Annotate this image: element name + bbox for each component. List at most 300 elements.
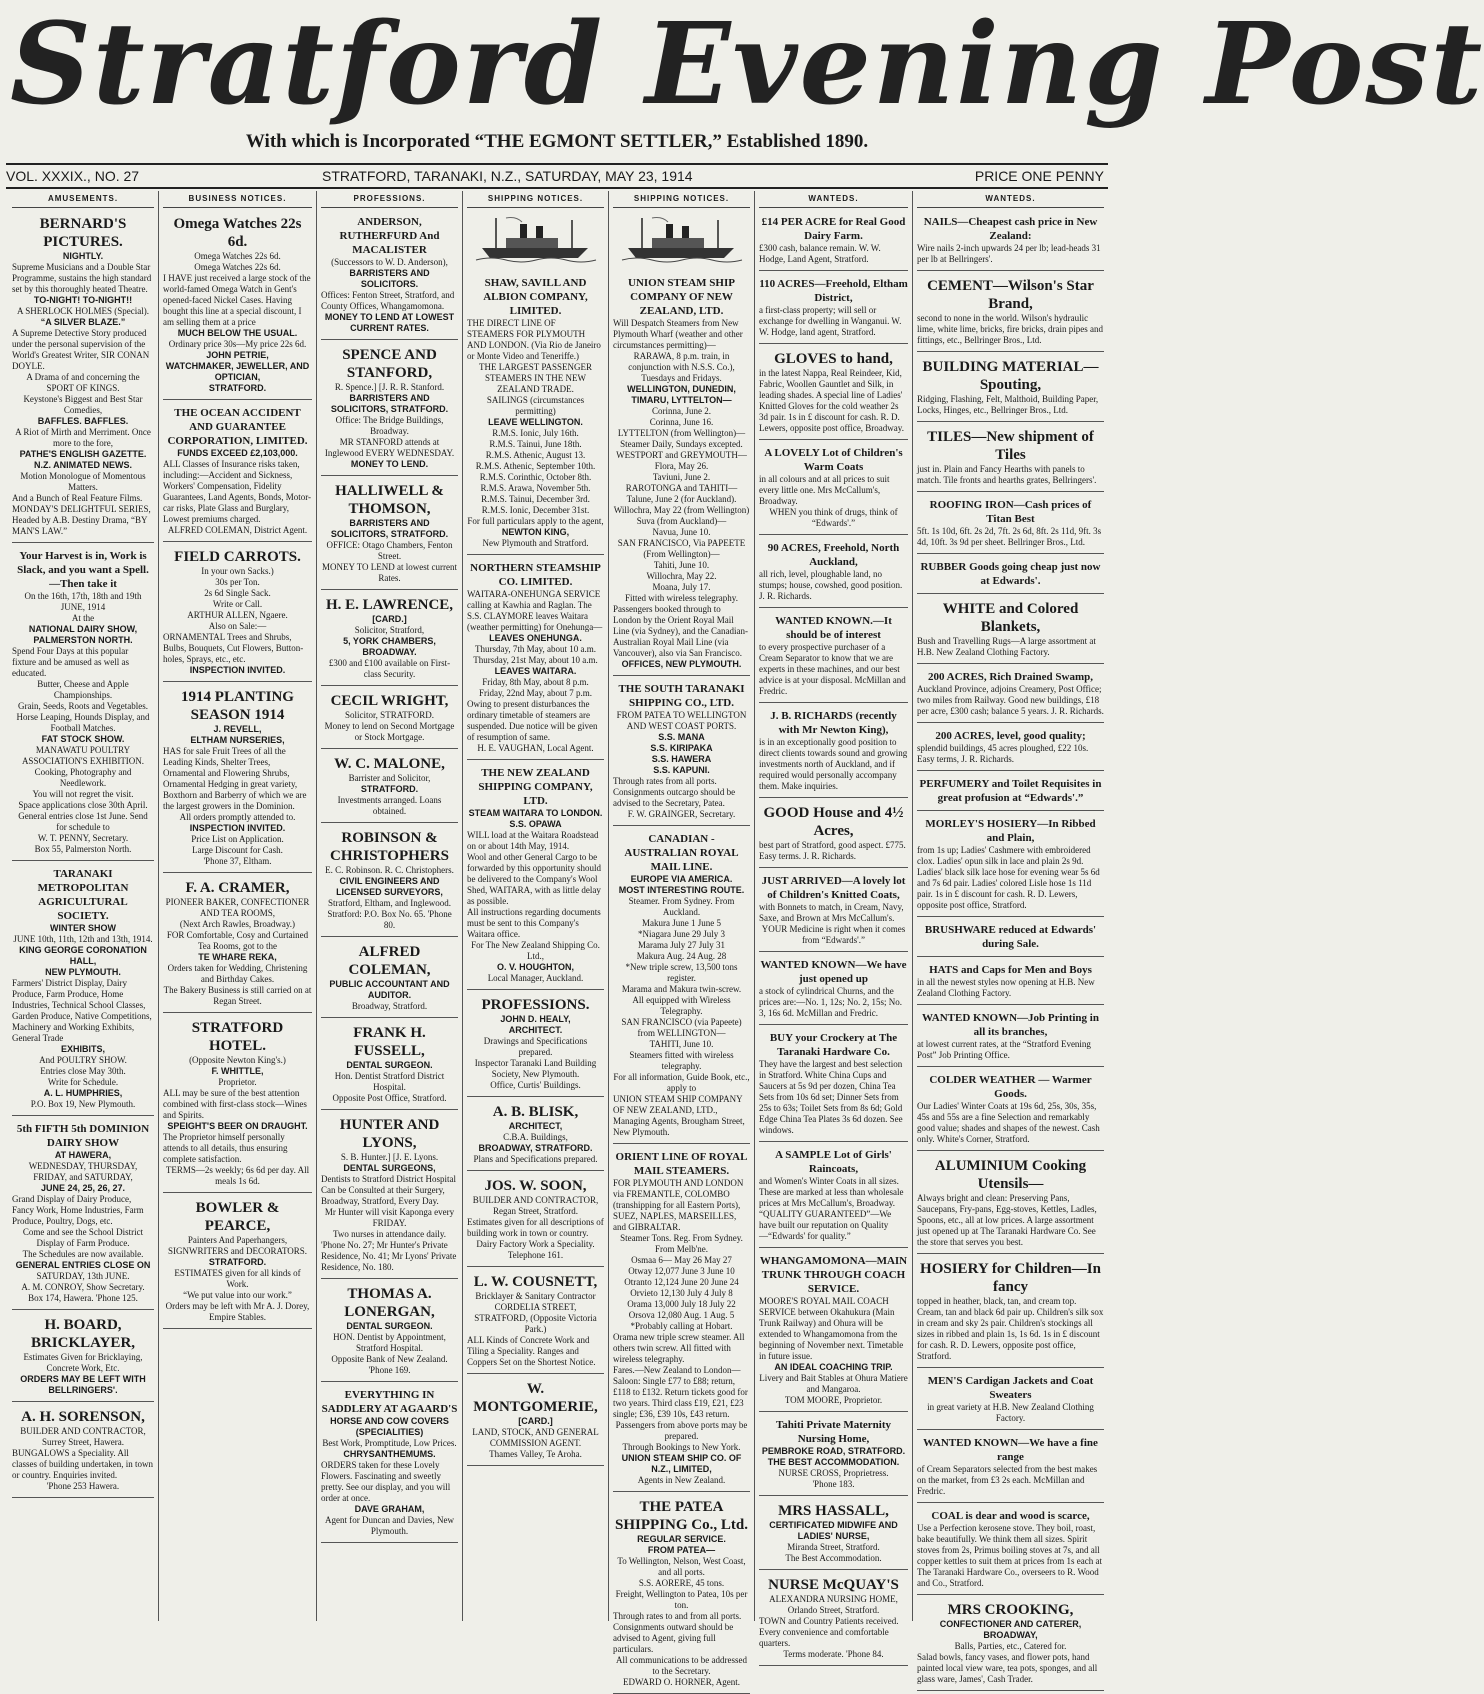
ad-title: CEMENT—Wilson's Star Brand, — [927, 278, 1094, 312]
ad-text-line: CHRYSANTHEMUMS. — [343, 1449, 436, 1459]
advertisement — [917, 667, 1104, 723]
column-6 — [754, 191, 912, 1659]
ad-title: L. W. COUSNETT, — [473, 1274, 598, 1290]
ad-title: BRUSHWARE reduced at Edwards' during Sale. — [924, 924, 1097, 950]
ad-text-line: The Proprietor himself personally attends to all details, thus ensuring complete satisfaction. — [163, 1132, 288, 1164]
ad-text-line: Balls, Parties, etc., Catered for. — [954, 1641, 1067, 1651]
ad-title: WANTED KNOWN—We have just opened up — [760, 959, 907, 985]
ad-text-line: in the latest Nappa, Real Reindeer, Kid, Fabric, Woollen Gauntlet and Silk, in leading shades. A special line of Ladies' Knitted Gloves for the cold weather 2s 3d pair. 1s in £ discount for cash. R. D. Lewers, opposite post office, Broadway. — [759, 368, 904, 433]
ad-text-line: All orders promptly attended to. — [179, 812, 296, 822]
ad-text-line: JUNE 24, 25, 26, 27. — [40, 1183, 126, 1193]
ad-title: 1914 PLANTING SEASON 1914 — [181, 689, 294, 723]
ad-text-line: R.M.S. Ionic, December 31st. — [481, 505, 590, 515]
ad-text-line: Salad bowls, fancy vases, and flower pots, hand painted local view ware, tea pots, sponges, and all glass ware, James', Cash Trader. — [917, 1652, 1098, 1684]
ad-text-line: ESTIMATES given for all kinds of Work. — [174, 1268, 301, 1289]
ad-text-line: MR STANFORD attends at Inglewood EVERY WEDNESDAY. — [324, 437, 455, 458]
ad-text-line: Corinna, June 2. — [652, 406, 711, 416]
ad-text-line: RARAWA, 8 p.m. train, in conjunction with N.S.S. Co.), — [628, 351, 735, 372]
advertisement — [917, 1154, 1104, 1254]
ad-text-line: Orders taken for Wedding, Christening and Birthday Cakes. — [167, 963, 308, 984]
ad-text-line: in great variety at H.B. New Zealand Clothing Factory. — [927, 1402, 1094, 1423]
ad-text-line: Broadway, Stratford. — [351, 1001, 428, 1011]
ad-text-line: On the 16th, 17th, 18th and 19th JUNE, 1914 — [24, 591, 142, 612]
ad-title: CECIL WRIGHT, — [330, 693, 449, 709]
ad-text-line: Always bright and clean: Preserving Pans, Saucepans, Fry-pans, Egg-stoves, Kettles, Ladles, Spoons, etc., all at low prices. A large assortment just opened up at The Taranaki Hardware Co. See the store that serves you best. — [917, 1193, 1097, 1247]
ad-title: THE SOUTH TARANAKI SHIPPING CO., LTD. — [618, 683, 745, 709]
ad-text-line: from 1s up; Ladies' Cashmere with embroidered clox. Ladies' opun silk in lace and plain 2s 9d. Ladies' black silk lace hose for evening wear 5s 6d and 7s 6d pair. Ladies' colored Lisle hose 1s 11d pair. 1s in £ discount for cash. R. D. Lewers, opposite post office, Stratford. — [917, 845, 1100, 910]
ad-text-line: NATIONAL DAIRY SHOW, — [28, 624, 138, 634]
ad-title: THE PATEA SHIPPING Co., Ltd. — [615, 1499, 748, 1533]
ad-text-line: Opposite Post Office, Stratford. — [332, 1093, 447, 1103]
ad-text-line: EUROPE VIA AMERICA. — [630, 874, 733, 884]
ad-text-line: ARTHUR ALLEN, Ngaere. — [187, 610, 288, 620]
ad-text-line: BARRISTERS AND SOLICITORS. — [349, 268, 430, 289]
ad-text-line: Owing to present disturbances the ordinary timetable of steamers are suspended. Due notice will be given of resumption of same. — [467, 699, 598, 742]
ad-text-line: Steamer Daily, Sundays excepted. — [620, 439, 743, 449]
advertisement — [917, 557, 1104, 594]
ad-title: JOS. W. SOON, — [484, 1178, 587, 1194]
ad-text-line: To Wellington, Nelson, West Coast, and all ports. — [617, 1556, 746, 1577]
ad-text-line: Wool and other General Cargo to be forwarded by this opportunity should be delivered to the Company's Wool Shed, WAITARA, with as little delay as possible. — [467, 852, 601, 906]
ad-text-line: ORDERS taken for these Lovely Flowers. Fascinating and sweetly pretty. See our display, and you will order at once. — [321, 1460, 451, 1503]
ad-title: MORLEY'S HOSIERY—In Ribbed and Plain, — [925, 818, 1096, 844]
ad-text-line: UNION STEAM SHIP CO. OF N.Z., LIMITED, — [621, 1453, 742, 1474]
ad-title: RUBBER Goods going cheap just now at Edwards'. — [920, 561, 1101, 587]
advertisement — [12, 864, 154, 1116]
advertisement — [759, 706, 908, 798]
ad-text-line: Also on Sale:— — [208, 621, 267, 631]
advertisement — [759, 1499, 908, 1570]
ad-title: 90 ACRES, Freehold, North Auckland, — [767, 542, 900, 568]
ad-text-line: THE LARGEST PASSENGER STEAMERS IN THE NEW ZEALAND TRADE. — [478, 362, 593, 394]
ad-text-line: REGULAR SERVICE. — [637, 1534, 726, 1544]
ad-text-line: Steamers fitted with wireless telegraphy. — [629, 1050, 734, 1071]
ad-title: BUILDING MATERIAL—Spouting, — [922, 359, 1099, 393]
ad-text-line: STEAM WAITARA TO LONDON. — [468, 808, 603, 818]
ad-text-line: WELLINGTON, DUNEDIN, TIMARU, LYTTELTON— — [627, 384, 736, 405]
ad-text-line: For full particulars apply to the agent, — [467, 516, 604, 526]
advertisement — [12, 1405, 154, 1498]
ad-text-line: S.S. OPAWA — [509, 819, 562, 829]
ad-text-line: Flora, May 26. — [654, 461, 709, 471]
ad-text-line: Will Despatch Steamers from New Plymouth Wharf (weather and other circumstances permitting)— — [613, 318, 743, 350]
ad-text-line: £300 cash, balance remain. W. W. Hodge, Land Agent, Stratford. — [759, 243, 881, 264]
advertisement — [467, 1377, 604, 1466]
ad-title: CANADIAN - AUSTRALIAN ROYAL MAIL LINE. — [624, 833, 739, 873]
ad-title: MEN'S Cardigan Jackets and Coat Sweaters — [927, 1375, 1094, 1401]
ad-text-line: and Women's Winter Coats in all sizes. These are marked at less than wholesale prices at Mrs McCallum's, Broadway. — [759, 1176, 904, 1208]
advertisement — [467, 273, 604, 555]
ad-text-line: Thursday, 7th May, about 10 a.m. — [474, 644, 597, 654]
advertisement — [321, 752, 458, 823]
ad-text-line: Friday, 22nd May, about 7 p.m. — [478, 688, 593, 698]
advertisement — [917, 814, 1104, 917]
ad-text-line: EXHIBITS, — [60, 1044, 105, 1054]
ad-text-line: CIVIL ENGINEERS AND LICENSED SURVEYORS, — [336, 876, 443, 897]
ad-title: WHITE and Colored Blankets, — [942, 601, 1079, 635]
advertisement — [759, 1145, 908, 1248]
ad-text-line: A Supreme Detective Story produced under the personal supervision of the World's Greatest Writer, SIR CONAN DOYLE. — [12, 328, 150, 371]
column-3 — [316, 191, 462, 1621]
ad-text-line: NURSE CROSS, Proprietress. — [778, 1468, 889, 1478]
advertisement — [759, 801, 908, 868]
ad-text-line: R.M.S. Tainui, June 18th. — [489, 439, 582, 449]
ad-text-line: WEDNESDAY, THURSDAY, FRIDAY, and SATURDAY, — [28, 1161, 138, 1182]
ad-text-line: In your own Sacks.) — [201, 566, 274, 576]
ad-text-line: Through Bookings to New York. — [622, 1442, 741, 1452]
ad-text-line: All equipped with Wireless Telegraphy. — [632, 995, 731, 1016]
advertisement — [321, 1282, 458, 1382]
ad-text-line: YOUR Medicine is right when it comes from “Edwards'.” — [761, 924, 906, 945]
ad-text-line: 5ft. 1s 10d, 6ft. 2s 2d, 7ft. 2s 6d, 8ft. 2s 11d, 9ft. 3s 4d, 10ft. 3s 9d per sheet. Bellringer Bros., Ltd. — [917, 526, 1102, 547]
ad-text-line: PUBLIC ACCOUNTANT AND AUDITOR. — [329, 979, 450, 1000]
ad-text-line: Bush and Travelling Rugs—A large assortment at H.B. New Zealand Clothing Factory. — [917, 636, 1096, 657]
ad-text-line: “QUALITY GUARANTEED”—We have built our reputation on Quality—“Edwards' for quality.” — [759, 1209, 892, 1241]
ad-text-line: PEMBROKE ROAD, STRATFORD. — [761, 1446, 906, 1456]
ad-title: HALLIWELL & THOMSON, — [335, 483, 444, 517]
ad-text-line: Box 174, Hawera. 'Phone 125. — [28, 1293, 138, 1303]
ad-title: A. B. BLISK, — [492, 1104, 579, 1120]
ad-text-line: MOST INTERESTING ROUTE. — [618, 885, 745, 895]
ad-text-line: S.S. HAWERA — [651, 754, 712, 764]
ad-title: WANTED KNOWN—We have a fine range — [923, 1437, 1098, 1463]
advertisement — [12, 1119, 154, 1310]
ad-title: £14 PER ACRE for Real Good Dairy Farm. — [761, 216, 906, 242]
ad-text-line: Navua, June 10. — [652, 527, 711, 537]
ad-text-line: E. C. Robinson. R. C. Christophers. — [325, 865, 454, 875]
ad-text-line: ALL Kinds of Concrete Work and Tiling a Speciality. Ranges and Coppers Set on the Shortest Notice. — [467, 1335, 596, 1367]
ad-text-line: Ordinary price 30s—My price 22s 6d. — [168, 339, 307, 349]
ad-title: J. B. RICHARDS (recently with Mr Newton King), — [770, 710, 897, 736]
ad-text-line: Stratford, Eltham, and Inglewood. — [328, 898, 451, 908]
advertisement — [917, 212, 1104, 271]
ad-text-line: [CARD.] — [518, 1416, 553, 1426]
ad-text-line: LEAVE WELLINGTON. — [488, 417, 583, 427]
ad-text-line: RAROTONGA and TAHITI— — [625, 483, 738, 493]
ad-text-line: WILL load at the Waitara Roadstead on or about 14th May, 1914. — [467, 830, 599, 851]
advertisement — [163, 212, 312, 400]
ad-title: ANDERSON, RUTHERFURD And MACALISTER — [339, 216, 440, 256]
ad-text-line: LEAVES ONEHUNGA. — [489, 633, 582, 643]
ad-text-line: Osmaa 6— May 26 May 27 — [631, 1255, 732, 1265]
ad-title: JUST ARRIVED—A lovely lot of Children's Knitted Coats, — [761, 875, 906, 901]
ad-title: NORTHERN STEAMSHIP CO. LIMITED. — [470, 562, 601, 588]
advertisement — [759, 1415, 908, 1496]
advertisement — [759, 347, 908, 440]
ad-text-line: S.S. AORERE, 45 tons. — [638, 1578, 725, 1588]
advertisement — [759, 1573, 908, 1666]
advertisement — [759, 1028, 908, 1142]
ad-text-line: Steamer Tons. Reg. From Sydney. From Melb'ne. — [620, 1233, 743, 1254]
ad-text-line: NEWTON KING, — [501, 527, 570, 537]
ad-text-line: LEAVES WAITARA. — [494, 666, 577, 676]
ad-text-line: For The New Zealand Shipping Co. Ltd., — [471, 940, 600, 961]
ad-text-line: WATCHMAKER, JEWELLER, AND OPTICIAN, — [165, 361, 310, 382]
ad-text-line: Otranto 12,124 June 20 June 24 — [624, 1277, 739, 1287]
ad-title: ALUMINIUM Cooking Utensils— — [934, 1158, 1087, 1192]
ad-text-line: SAILINGS (circumstances permitting) — [486, 395, 585, 416]
ad-text-line: The Best Accommodation. — [785, 1553, 882, 1563]
ad-text-line: OFFICE: Otago Chambers, Fenton Street. — [326, 540, 453, 561]
advertisement — [321, 212, 458, 340]
ad-text-line: All communications to be addressed to the Secretary. — [616, 1655, 747, 1676]
ad-text-line: Marama July 27 July 31 — [638, 940, 725, 950]
ad-text-line: LAND, STOCK, AND GENERAL COMMISSION AGENT. — [472, 1427, 599, 1448]
ad-text-line: *Niagara June 29 July 3 — [638, 929, 725, 939]
ad-title: BOWLER & PEARCE, — [195, 1200, 280, 1234]
ad-text-line: STRATFORD. — [208, 383, 267, 393]
ad-text-line: Omega Watches 22s 6d. — [194, 262, 281, 272]
advertisement — [321, 1385, 458, 1543]
ad-text-line: JOHN PETRIE, — [206, 350, 269, 360]
ad-text-line: A. L. HUMPHRIES, — [43, 1088, 123, 1098]
ad-title: SPENCE AND STANFORD, — [342, 347, 437, 381]
advertisement — [467, 1174, 604, 1267]
ad-text-line: ORDERS MAY BE LEFT WITH BELLRINGERS'. — [20, 1374, 146, 1395]
ad-text-line: Orders may be left with Mr A. J. Dorey, Empire Stables. — [165, 1301, 310, 1322]
ad-text-line: New Plymouth and Stratford. — [482, 538, 589, 548]
ad-text-line: S.S. KIRIPAKA — [650, 743, 713, 753]
ad-text-line: ALEXANDRA NURSING HOME, Orlando Street, Stratford. — [769, 1594, 898, 1615]
date-place: STRATFORD, TARANAKI, N.Z., SATURDAY, MAY 23, 1914 — [322, 168, 693, 184]
ad-text-line: N.Z. ANIMATED NEWS. — [34, 460, 132, 470]
ad-text-line: 30s per Ton. — [215, 577, 260, 587]
ad-text-line: F. WHITTLE, — [211, 1066, 264, 1076]
ad-text-line: DENTAL SURGEONS, — [343, 1163, 436, 1173]
ad-text-line: Our Ladies' Winter Coats at 19s 6d, 25s, 30s, 35s, 45s and 55s are a fine Selection and remarkably good value; shades and shapes of the newest. Cash only. White's Corner, Stratford. — [917, 1101, 1100, 1144]
advertisement — [613, 829, 750, 1144]
ad-text-line: O. V. HOUGHTON, — [496, 962, 574, 972]
ad-text-line: CORDELIA STREET, STRATFORD, (Opposite Victoria Park.) — [474, 1302, 597, 1334]
ad-text-line: HON. Dentist by Appointment, Stratford Hospital. — [333, 1332, 446, 1353]
ad-text-line: second to none in the world. Wilson's hydraulic lime, white lime, bricks, fire bricks, drain pipes and fittings, etc., Bellringer Bros., Ltd. — [917, 313, 1103, 345]
ad-text-line: Supreme Musicians and a Double Star Programme, sustains the high standard set by this thoroughly heated Theatre. — [12, 262, 152, 294]
ad-text-line: Makura June 1 June 5 — [642, 918, 721, 928]
ad-text-line: Entries close May 30th. — [40, 1066, 126, 1076]
ad-text-line: Tahiti, June 10. — [653, 560, 710, 570]
ad-text-line: Spend Four Days at this popular fixture and be amused as well as educated. — [12, 646, 129, 678]
ad-text-line: Steamer. From Sydney. From Auckland. — [628, 896, 735, 917]
ad-text-line: Corinna, June 16. — [649, 417, 714, 427]
ad-title: HOSIERY for Children—In fancy — [920, 1261, 1101, 1295]
advertisement — [759, 212, 908, 271]
ad-text-line: Motion Monologue of Momentous Matters. — [20, 471, 146, 492]
ad-text-line: Painters And Paperhangers, SIGNWRITERS and DECORATORS. — [167, 1235, 308, 1256]
ad-text-line: Box 55, Palmerston North. — [34, 844, 132, 854]
ad-text-line: INSPECTION INVITED. — [189, 665, 286, 675]
ad-text-line: For all information, Guide Book, etc., apply to — [613, 1072, 750, 1093]
ad-text-line: Bricklayer & Sanitary Contractor — [475, 1291, 596, 1301]
ad-text-line: W. T. PENNY, Secretary. — [37, 833, 129, 843]
column-5 — [608, 191, 754, 1687]
ad-text-line: Space applications close 30th April. — [18, 800, 148, 810]
ad-title: A. H. SORENSON, — [21, 1409, 145, 1425]
ad-text-line: WHEN you think of drugs, think of “Edwards'.” — [769, 507, 898, 528]
column-heading: SHIPPING NOTICES. — [613, 191, 750, 208]
advertisement — [467, 763, 604, 990]
ad-title: THE NEW ZEALAND SHIPPING COMPANY, LTD. — [478, 767, 593, 807]
ad-title: THE OCEAN ACCIDENT AND GUARANTEE CORPORATION, LIMITED. — [167, 407, 308, 447]
ad-text-line: SAN FRANCISCO (via Papeete) from WELLINGTON— — [621, 1017, 742, 1038]
ad-text-line: 'Phone No. 27; Mr Hunter's Private Residence, No. 41; Mr Lyons' Private Residence, No. 180. — [321, 1240, 457, 1272]
ad-text-line: TAHITI, June 10. — [649, 1039, 714, 1049]
ad-text-line: JOHN D. HEALY, — [500, 1014, 571, 1024]
ad-text-line: Money to lend on Second Mortgage or Stock Mortgage. — [324, 721, 455, 742]
ad-text-line: R.M.S. Corinthic, October 8th. — [479, 472, 592, 482]
ad-text-line: Terms moderate. 'Phone 84. — [783, 1649, 884, 1659]
ad-title: NURSE McQUAY'S — [768, 1577, 899, 1593]
ad-text-line: MANAWATU POULTRY ASSOCIATION'S EXHIBITION. — [21, 745, 145, 766]
ad-text-line: WESTPORT and GREYMOUTH— — [616, 450, 747, 460]
ad-title: SHAW, SAVILL AND ALBION COMPANY, LIMITED. — [483, 277, 588, 317]
steamship-illustration — [476, 214, 596, 266]
ad-text-line: Dairy Factory Work a Speciality. — [476, 1239, 595, 1249]
steamship-illustration — [622, 214, 742, 266]
ad-title: WHANGAMOMONA—MAIN TRUNK THROUGH COACH SERVICE. — [759, 1255, 908, 1295]
ad-text-line: CONFECTIONER AND CATERER, BROADWAY, — [939, 1619, 1082, 1640]
advertisement — [467, 1100, 604, 1171]
column-heading: AMUSEMENTS. — [12, 191, 154, 208]
ad-text-line: “A SILVER BLAZE.” — [40, 317, 126, 327]
ad-text-line: PALMERSTON NORTH. — [33, 635, 133, 645]
ad-text-line: Through rates to and from all ports. Consignments outward should be advised to Agent, giving full particulars. — [613, 1611, 742, 1654]
ad-text-line: 'Phone 253 Hawera. — [46, 1481, 120, 1491]
ad-text-line: R.M.S. Tainui, December 3rd. — [481, 494, 590, 504]
ad-text-line: Office, Curtis' Buildings. — [490, 1080, 581, 1090]
advertisement — [467, 558, 604, 760]
ad-text-line: The Schedules are now available. — [22, 1249, 144, 1259]
ad-text-line: *Probably calling at Hobart. — [630, 1321, 733, 1331]
ad-text-line: to every prospective purchaser of a Cream Separator to know that we are experts in these machines, and our best advice is at your disposal. McMillan and Fredric. — [759, 642, 906, 696]
ad-text-line: Solicitor, Stratford, — [354, 625, 425, 635]
advertisement — [917, 726, 1104, 771]
ad-text-line: FAT STOCK SHOW. — [41, 734, 125, 744]
ad-text-line: A Drama of and concerning the SPORT OF KINGS. — [26, 372, 140, 393]
ad-text-line: Two nurses in attendance daily. — [332, 1229, 446, 1239]
advertisement — [917, 1433, 1104, 1503]
ad-text-line: STRATFORD. — [208, 1257, 267, 1267]
ad-text-line: Drawings and Specifications prepared. — [483, 1036, 588, 1057]
ad-text-line: SATURDAY, 13th JUNE. — [36, 1271, 130, 1281]
ad-title: GOOD House and 4½ Acres, — [763, 805, 904, 839]
ad-text-line: DENTAL SURGEON. — [346, 1060, 433, 1070]
ad-title: BUY your Crockery at The Taranaki Hardware Co. — [769, 1032, 898, 1058]
ad-text-line: Inspector Taranaki Land Building Society, New Plymouth. — [474, 1058, 597, 1079]
ad-text-line: Grain, Seeds, Roots and Vegetables. — [17, 701, 149, 711]
advertisement — [917, 274, 1104, 352]
ad-title: A SAMPLE Lot of Girls' Raincoats, — [775, 1149, 892, 1175]
ad-text-line: best part of Stratford, good aspect. £775. Easy terms. J. R. Richards. — [759, 840, 906, 861]
ad-title: WANTED KNOWN.—It should be of interest — [775, 615, 892, 641]
advertisement — [759, 955, 908, 1025]
ad-text-line: Mr Hunter will visit Kaponga every FRIDAY. — [324, 1207, 455, 1228]
column-heading: BUSINESS NOTICES. — [163, 191, 312, 208]
ad-text-line: Thames Valley, Te Aroha. — [489, 1449, 582, 1459]
advertisement — [613, 679, 750, 826]
advertisement — [917, 355, 1104, 422]
ad-text-line: Orama new triple screw steamer. All others twin screw. All fitted with wireless telegraphy. — [613, 1332, 745, 1364]
ad-text-line: I HAVE just received a large stock of the world-famed Omega Watch in Gent's opened-faced Nickel Cases. Having bought this line at a special discount, I am selling them at a price — [163, 273, 311, 327]
ad-text-line: DENTAL SURGEON. — [346, 1321, 433, 1331]
ad-text-line: AN IDEAL COACHING TRIP. — [774, 1362, 893, 1372]
advertisement — [759, 611, 908, 703]
ad-title: Tahiti Private Maternity Nursing Home, — [775, 1419, 892, 1445]
ad-text-line: Proprietor. — [218, 1077, 257, 1087]
ad-text-line: J. REVELL, — [213, 724, 262, 734]
ad-text-line: S.S. MANA — [658, 732, 705, 742]
ad-text-line: Tuesdays and Fridays. — [641, 373, 722, 383]
ad-text-line: FOR Comfortable, Cosy and Curtained Tea Rooms, got to the — [166, 930, 309, 951]
ad-text-line: You will not regret the visit. — [32, 789, 134, 799]
ad-title: 200 ACRES, Rich Drained Swamp, — [927, 671, 1094, 683]
advertisement — [759, 443, 908, 535]
ad-text-line: ALL may be sure of the best attention combined with first-class stock—Wines and Spirits. — [163, 1088, 307, 1120]
ad-text-line: S.S. KAPUNI. — [653, 765, 710, 775]
ad-text-line: Agents in New Zealand. — [637, 1475, 726, 1485]
advertisement — [12, 1313, 154, 1402]
column-heading: WANTEDS. — [917, 191, 1104, 208]
ad-text-line: Agent for Duncan and Davies, New Plymouth. — [325, 1515, 454, 1536]
column-heading: WANTEDS. — [759, 191, 908, 208]
ad-title: Omega Watches 22s 6d. — [173, 216, 302, 250]
ad-text-line: Fares.—New Zealand to London—Saloon: Single £77 to £88; return, £118 to £132. Return tickets good for two years. Third class £19, £21, £23 single; £36, £39 10s, £43 return. — [613, 1365, 748, 1419]
ad-text-line: They have the largest and best selection in Stratford. White China Cups and Saucers at 5s 9d per dozen, China Tea Sets from 10s 6d set; Dinner Sets from 25s to 63s; Toilet Sets from 8s 6d; Gold Edge China Tea Plates 3s 6d dozen. See windows. — [759, 1059, 903, 1135]
ad-text-line: (Successors to W. D. Anderson), — [331, 257, 448, 267]
ad-text-line: TOWN and Country Patients received. Every convenience and comfortable quarters. — [759, 1616, 899, 1648]
ad-text-line: a stock of cylindrical Churns, and the prices are:—No. 1, 12s; No. 2, 15s; No. 3, 16s 6d. McMillan and Fredric. — [759, 986, 902, 1018]
ad-text-line: at lowest current rates, at the “Stratford Evening Post” Job Printing Office. — [917, 1039, 1091, 1060]
ad-text-line: STRATFORD. — [360, 784, 419, 794]
ad-text-line: R. Spence.] [J. R. R. Stanford. — [334, 382, 445, 392]
ad-title: TILES—New shipment of Tiles — [927, 429, 1094, 463]
ad-text-line: THE BEST ACCOMMODATION. — [767, 1457, 900, 1467]
advertisement — [321, 343, 458, 476]
advertisement — [321, 940, 458, 1018]
ad-text-line: H. E. VAUGHAN, Local Agent. — [477, 743, 594, 753]
ad-text-line: splendid buildings, 45 acres ploughed, £22 10s. Easy terms, J. R. Richards. — [917, 743, 1089, 764]
ad-text-line: FOR PLYMOUTH AND LONDON via FREMANTLE, COLOMBO (transhipping for all Eastern Ports), SUEZ, NAPLES, MARSEILLES, and GIBRALTAR. — [613, 1178, 744, 1232]
ad-text-line: BAFFLES. BAFFLES. — [37, 416, 129, 426]
advertisement — [12, 546, 154, 861]
ad-text-line: Office: The Bridge Buildings, Broadway. — [335, 415, 444, 436]
ad-text-line: ALFRED COLEMAN, District Agent. — [167, 525, 308, 535]
ad-text-line: Solicitor, STRATFORD. — [345, 710, 434, 720]
ad-text-line: ARCHITECT. — [508, 1025, 563, 1035]
ad-text-line: NIGHTLY. — [62, 251, 104, 261]
ad-text-line: PIONEER BAKER, CONFECTIONER AND TEA ROOMS, — [165, 897, 310, 918]
ad-title: UNION STEAM SHIP COMPANY OF NEW ZEALAND, LTD. — [628, 277, 735, 317]
ad-text-line: INSPECTION INVITED. — [189, 823, 286, 833]
ad-text-line: of Cream Separators selected from the best makes on the market, from £3 2s each. McMillan and Fredric. — [917, 1464, 1098, 1496]
ad-text-line: 'Phone 37, Eltham. — [203, 856, 272, 866]
ad-text-line: Best Work, Promptitude, Low Prices. — [322, 1438, 457, 1448]
ad-title: H. BOARD, BRICKLAYER, — [30, 1317, 136, 1351]
ad-title: HUNTER AND LYONS, — [339, 1117, 440, 1151]
advertisement — [321, 479, 458, 590]
ad-text-line: Keystone's Biggest and Best Star Comedies, — [23, 394, 143, 415]
ad-text-line: MOORE'S ROYAL MAIL COACH SERVICE between Okahukura (Main Trunk Railway) and Ohura will be extended to Whangamomona from the beginning of November next. Timetable in future issue. — [759, 1296, 904, 1361]
ad-title: WANTED KNOWN—Job Printing in all its branches, — [922, 1012, 1099, 1038]
ad-text-line: A SHERLOCK HOLMES (Special). — [17, 306, 149, 316]
ad-text-line: Investments arranged. Loans obtained. — [337, 795, 442, 816]
masthead-subtitle: With which is Incorporated “THE EGMONT SETTLER,” Established 1890. — [245, 131, 869, 152]
ad-title: GLOVES to hand, — [774, 351, 893, 367]
ad-title: A LOVELY Lot of Children's Warm Coats — [764, 447, 903, 473]
ad-title: PERFUMERY and Toilet Requisites in great profusion at “Edwards'.” — [919, 778, 1102, 804]
ad-text-line: A. M. CONROY, Show Secretary. — [21, 1282, 145, 1292]
ad-text-line: *New triple screw, 13,500 tons register. — [625, 962, 738, 983]
ad-text-line: SPEIGHT'S BEER ON DRAUGHT. — [167, 1121, 308, 1131]
